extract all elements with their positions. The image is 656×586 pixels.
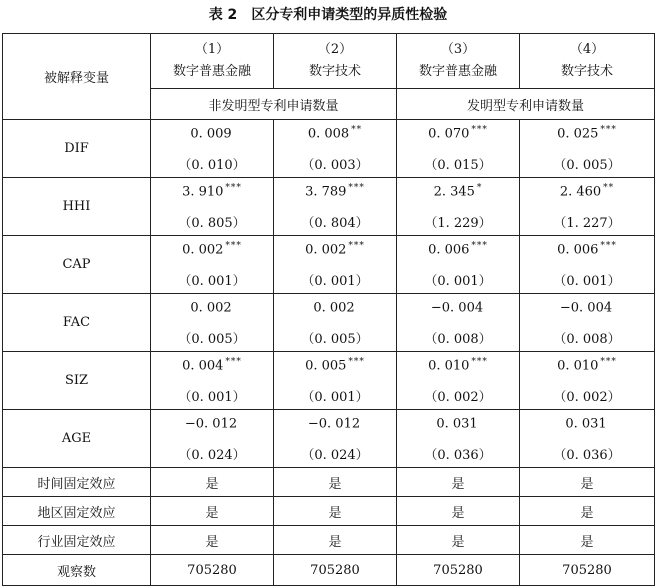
coefficient-line xyxy=(520,415,654,431)
table-number: 表 2 xyxy=(208,7,238,23)
column-header-3 xyxy=(397,34,520,89)
standard-error: （0. 002） xyxy=(424,389,492,405)
coefficient: 0. 008 xyxy=(307,125,350,141)
coefficient-line xyxy=(520,183,654,199)
estimate-cell xyxy=(520,294,655,352)
column-number: （4） xyxy=(569,42,605,57)
coefficient-line xyxy=(151,183,273,199)
standard-error: （0. 805） xyxy=(178,215,246,231)
group-header-invention: 发明型专利申请数量 xyxy=(397,89,655,120)
standard-error: （0. 003） xyxy=(301,157,369,173)
significance-stars: *** xyxy=(225,240,242,251)
significance-stars: *** xyxy=(348,240,365,251)
estimate-cell xyxy=(151,120,274,178)
observations-value: 705280 xyxy=(520,555,655,586)
coefficient-line xyxy=(520,357,654,373)
coefficient-line xyxy=(397,125,519,141)
column-header-2 xyxy=(274,34,397,89)
estimate-cell xyxy=(151,352,274,410)
standard-error: （0. 001） xyxy=(178,389,246,405)
coefficient-line xyxy=(151,241,273,257)
coefficient-line xyxy=(397,357,519,373)
estimate-cell xyxy=(520,178,655,236)
fixed-effect-row xyxy=(3,497,655,526)
standard-error: （0. 804） xyxy=(301,215,369,231)
coefficient: −0. 012 xyxy=(307,415,361,431)
fixed-effect-label: 时间固定效应 xyxy=(3,468,151,497)
standard-error: （0. 036） xyxy=(424,447,492,463)
coefficient-line xyxy=(274,183,396,199)
standard-error: （0. 001） xyxy=(301,273,369,289)
fixed-effect-value: 是 xyxy=(520,468,655,497)
estimate-cell xyxy=(520,410,655,468)
coefficient-line xyxy=(274,415,396,431)
fixed-effect-value: 是 xyxy=(274,497,397,526)
table-row xyxy=(3,294,655,352)
dep-var-header: 被解释变量 xyxy=(3,34,151,120)
coefficient: 3. 910 xyxy=(182,183,224,199)
estimate-cell xyxy=(274,178,397,236)
variable-name: FAC xyxy=(3,294,151,352)
column-number: （3） xyxy=(440,42,476,57)
variable-name: HHI xyxy=(3,178,151,236)
estimate-cell xyxy=(520,120,655,178)
significance-stars: *** xyxy=(348,182,365,193)
observations-value: 705280 xyxy=(274,555,397,586)
standard-error: （0. 008） xyxy=(424,331,492,347)
significance-stars: *** xyxy=(600,240,617,251)
coefficient: 2. 345 xyxy=(433,183,475,199)
coefficient-line xyxy=(151,299,273,315)
standard-error: （0. 008） xyxy=(553,331,621,347)
coefficient-line xyxy=(274,241,396,257)
standard-error: （0. 005） xyxy=(178,331,246,347)
table-row xyxy=(3,352,655,410)
standard-error: （1. 227） xyxy=(553,215,621,231)
standard-error: （0. 001） xyxy=(301,389,369,405)
coefficient: 0. 002 xyxy=(313,299,355,315)
estimate-cell xyxy=(151,294,274,352)
column-number: （2） xyxy=(317,42,353,57)
variable-name: DIF xyxy=(3,120,151,178)
column-header-4 xyxy=(520,34,655,89)
coefficient-line xyxy=(151,357,273,373)
standard-error: （0. 001） xyxy=(424,273,492,289)
estimate-cell xyxy=(274,352,397,410)
significance-stars: *** xyxy=(600,124,617,135)
coefficient-line xyxy=(274,299,396,315)
coefficient: 0. 010 xyxy=(557,357,599,373)
table-row xyxy=(3,410,655,468)
estimate-cell xyxy=(274,294,397,352)
significance-stars: *** xyxy=(348,356,365,367)
coefficient-line xyxy=(274,125,396,141)
fixed-effect-value: 是 xyxy=(397,526,520,555)
column-name: 数字普惠金融 xyxy=(172,64,251,79)
coefficient: 0. 002 xyxy=(182,241,224,257)
coefficient-line xyxy=(151,415,273,431)
coefficient-line xyxy=(397,415,519,431)
estimate-cell xyxy=(151,236,274,294)
standard-error: （0. 001） xyxy=(178,273,246,289)
column-number: （1） xyxy=(194,42,230,57)
fixed-effect-value: 是 xyxy=(520,526,655,555)
significance-stars: *** xyxy=(471,240,488,251)
significance-stars: *** xyxy=(471,356,488,367)
significance-stars: *** xyxy=(225,356,242,367)
estimate-cell xyxy=(274,120,397,178)
fixed-effect-value: 是 xyxy=(151,497,274,526)
standard-error: （0. 002） xyxy=(553,389,621,405)
variable-name: SIZ xyxy=(3,352,151,410)
table-caption xyxy=(0,4,656,24)
column-name: 数字技术 xyxy=(560,64,613,79)
estimate-cell xyxy=(397,120,520,178)
estimate-cell xyxy=(151,410,274,468)
standard-error: （0. 005） xyxy=(553,157,621,173)
column-header-1 xyxy=(151,34,274,89)
estimate-cell xyxy=(520,352,655,410)
estimate-cell xyxy=(151,178,274,236)
coefficient-line xyxy=(520,125,654,141)
fixed-effect-label: 行业固定效应 xyxy=(3,526,151,555)
estimate-cell xyxy=(397,236,520,294)
fixed-effect-value: 是 xyxy=(151,468,274,497)
coefficient: −0. 004 xyxy=(559,299,613,315)
coefficient: 0. 010 xyxy=(428,357,470,373)
coefficient: −0. 012 xyxy=(184,415,238,431)
fixed-effect-value: 是 xyxy=(397,497,520,526)
coefficient: −0. 004 xyxy=(430,299,484,315)
standard-error: （0. 015） xyxy=(424,157,492,173)
fixed-effect-value: 是 xyxy=(274,526,397,555)
coefficient: 0. 002 xyxy=(190,299,232,315)
column-name: 数字普惠金融 xyxy=(418,64,497,79)
observations-value: 705280 xyxy=(151,555,274,586)
estimate-cell xyxy=(397,294,520,352)
significance-stars: *** xyxy=(225,182,242,193)
coefficient-line xyxy=(274,357,396,373)
coefficient: 0. 005 xyxy=(305,357,347,373)
regression-table xyxy=(2,33,655,586)
significance-stars: *** xyxy=(600,356,617,367)
significance-stars: ** xyxy=(603,182,615,193)
coefficient: 0. 025 xyxy=(557,125,599,141)
fixed-effect-value: 是 xyxy=(151,526,274,555)
coefficient-line xyxy=(397,183,519,199)
standard-error: （0. 024） xyxy=(178,447,246,463)
coefficient-line xyxy=(397,241,519,257)
fixed-effect-row xyxy=(3,468,655,497)
table-row xyxy=(3,120,655,178)
estimate-cell xyxy=(274,236,397,294)
coefficient: 0. 031 xyxy=(565,415,607,431)
standard-error: （1. 229） xyxy=(424,215,492,231)
coefficient: 0. 006 xyxy=(428,241,470,257)
observations-label: 观察数 xyxy=(3,555,151,586)
variable-name: AGE xyxy=(3,410,151,468)
column-name: 数字技术 xyxy=(308,64,361,79)
fixed-effect-value: 是 xyxy=(397,468,520,497)
fixed-effect-value: 是 xyxy=(520,497,655,526)
estimate-cell xyxy=(397,410,520,468)
observations-value: 705280 xyxy=(397,555,520,586)
significance-stars: ** xyxy=(351,124,363,135)
standard-error: （0. 036） xyxy=(553,447,621,463)
variable-name: CAP xyxy=(3,236,151,294)
estimate-cell xyxy=(274,410,397,468)
observations-row xyxy=(3,555,655,586)
coefficient: 3. 789 xyxy=(305,183,347,199)
coefficient-line xyxy=(397,299,519,315)
coefficient: 2. 460 xyxy=(559,183,602,199)
table-title: 区分专利申请类型的异质性检验 xyxy=(251,7,448,23)
standard-error: （0. 005） xyxy=(301,331,369,347)
fixed-effect-value: 是 xyxy=(274,468,397,497)
significance-stars: *** xyxy=(471,124,488,135)
coefficient-line xyxy=(151,125,273,141)
group-header-non-invention: 非发明型专利申请数量 xyxy=(151,89,397,120)
estimate-cell xyxy=(397,178,520,236)
standard-error: （0. 001） xyxy=(553,273,621,289)
standard-error: （0. 024） xyxy=(301,447,369,463)
coefficient: 0. 004 xyxy=(182,357,224,373)
coefficient-line xyxy=(520,241,654,257)
table-row xyxy=(3,178,655,236)
coefficient-line xyxy=(520,299,654,315)
table-row xyxy=(3,236,655,294)
estimate-cell xyxy=(520,236,655,294)
coefficient: 0. 009 xyxy=(190,125,232,141)
coefficient: 0. 002 xyxy=(305,241,347,257)
coefficient: 0. 070 xyxy=(428,125,470,141)
fixed-effect-row xyxy=(3,526,655,555)
fixed-effect-label: 地区固定效应 xyxy=(3,497,151,526)
estimate-cell xyxy=(397,352,520,410)
significance-stars: * xyxy=(476,182,483,193)
coefficient: 0. 031 xyxy=(436,415,478,431)
coefficient: 0. 006 xyxy=(557,241,599,257)
standard-error: （0. 010） xyxy=(178,157,246,173)
